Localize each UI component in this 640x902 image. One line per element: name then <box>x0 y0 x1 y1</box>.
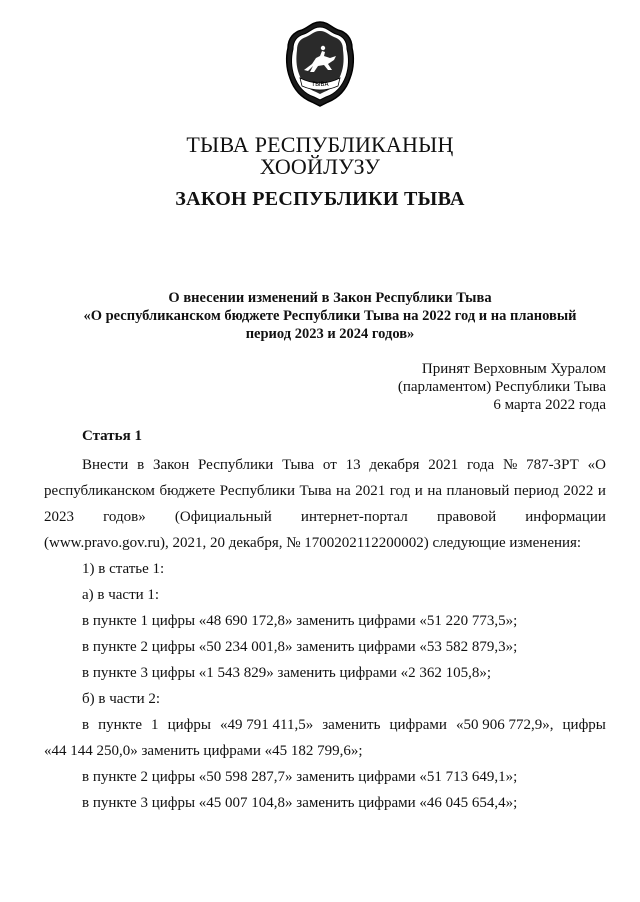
word: 2021 <box>428 457 459 473</box>
word: Тыва <box>299 483 332 499</box>
title-line-2: «О республиканском бюджете Республики Тыва на 2022 год и на плановый <box>83 308 577 324</box>
word: 2022 <box>563 483 594 499</box>
word: «О <box>587 457 606 473</box>
part-2-point-1-cont: «44 144 250,0» заменить цифрами «45 182 799,6»; <box>44 743 363 759</box>
word: бюджете <box>159 483 216 499</box>
part-2: б) в части 2: <box>82 691 161 707</box>
word: года <box>467 457 495 473</box>
word: в <box>137 457 145 473</box>
header-line-2: ХООЙЛУЗУ <box>259 154 381 179</box>
emblem-ribbon-text: ТЫВА <box>311 81 329 88</box>
word: цифрами <box>389 717 447 733</box>
word: на <box>427 483 442 499</box>
part-2-point-1 <box>82 716 606 734</box>
law-type-heading: ЗАКОН РЕСПУБЛИКИ ТЫВА <box>175 188 465 210</box>
part-1-point-2: в пункте 2 цифры «50 234 001,8» заменить цифрами «53 582 879,3»; <box>82 639 518 655</box>
adopted-line-1: Принят Верховным Хуралом <box>421 361 606 377</box>
part-2-point-3: в пункте 3 цифры «45 007 104,8» заменить цифрами «46 045 654,4»; <box>82 795 518 811</box>
word: № <box>502 457 518 473</box>
word: республиканском <box>44 483 155 499</box>
word: Закон <box>153 457 190 473</box>
word: 2021 <box>355 483 386 499</box>
intro-line-4: (www.pravo.gov.ru), 2021, 20 декабря, № 1700202112200002) следующие изменения: <box>44 535 582 551</box>
word: 1 <box>151 717 159 733</box>
part-1-point-3: в пункте 3 цифры «1 543 829» заменить цифрами «2 362 105,8»; <box>82 665 492 681</box>
word: правовой <box>436 509 497 525</box>
word: заменить <box>322 717 381 733</box>
word: декабря <box>369 457 420 473</box>
word: на <box>336 483 351 499</box>
word: 2023 <box>44 509 74 525</box>
word: 13 <box>345 457 361 473</box>
word: и <box>414 483 423 499</box>
word: (Официальный <box>174 509 272 525</box>
word: цифры <box>167 717 211 733</box>
title-line-3: период 2023 и 2024 годов» <box>245 326 415 342</box>
part-2-point-2: в пункте 2 цифры «50 598 287,7» заменить цифрами «51 713 649,1»; <box>82 769 518 785</box>
word: «49 791 411,5» <box>220 717 314 733</box>
word: интернет-портал <box>300 509 408 525</box>
title-line-1: О внесении изменений в Закон Республики Тыва <box>168 290 492 306</box>
article-title: Статья 1 <box>82 428 142 444</box>
word: год <box>389 483 411 499</box>
word: Республики <box>219 483 295 499</box>
intro-line-1 <box>82 456 606 474</box>
intro-line-2 <box>44 482 606 500</box>
intro-line-3 <box>44 508 606 526</box>
adopted-date: 6 марта 2022 года <box>493 397 606 413</box>
word: период <box>513 483 559 499</box>
adopted-line-2: (парламентом) Республики Тыва <box>397 379 606 395</box>
word: 787-ЗРТ <box>526 457 579 473</box>
word: пункте <box>98 717 142 733</box>
word: от <box>322 457 337 473</box>
word: годов» <box>103 509 146 525</box>
word: плановый <box>446 483 510 499</box>
word: в <box>82 717 90 733</box>
part-1: а) в части 1: <box>82 587 160 603</box>
word: Республики <box>198 457 274 473</box>
word: информации <box>525 509 606 525</box>
coat-of-arms-emblem <box>282 18 358 110</box>
word: «50 906 772,9», <box>455 717 554 733</box>
item-1: 1) в статье 1: <box>82 561 165 577</box>
word: цифры <box>562 717 606 733</box>
word: Тыва <box>282 457 315 473</box>
word: и <box>597 483 606 499</box>
part-1-point-1: в пункте 1 цифры «48 690 172,8» заменить цифрами «51 220 773,5»; <box>82 613 518 629</box>
word: Внести <box>82 457 129 473</box>
header-line-1: ТЫВА РЕСПУБЛИКАНЫҢ <box>186 132 454 157</box>
